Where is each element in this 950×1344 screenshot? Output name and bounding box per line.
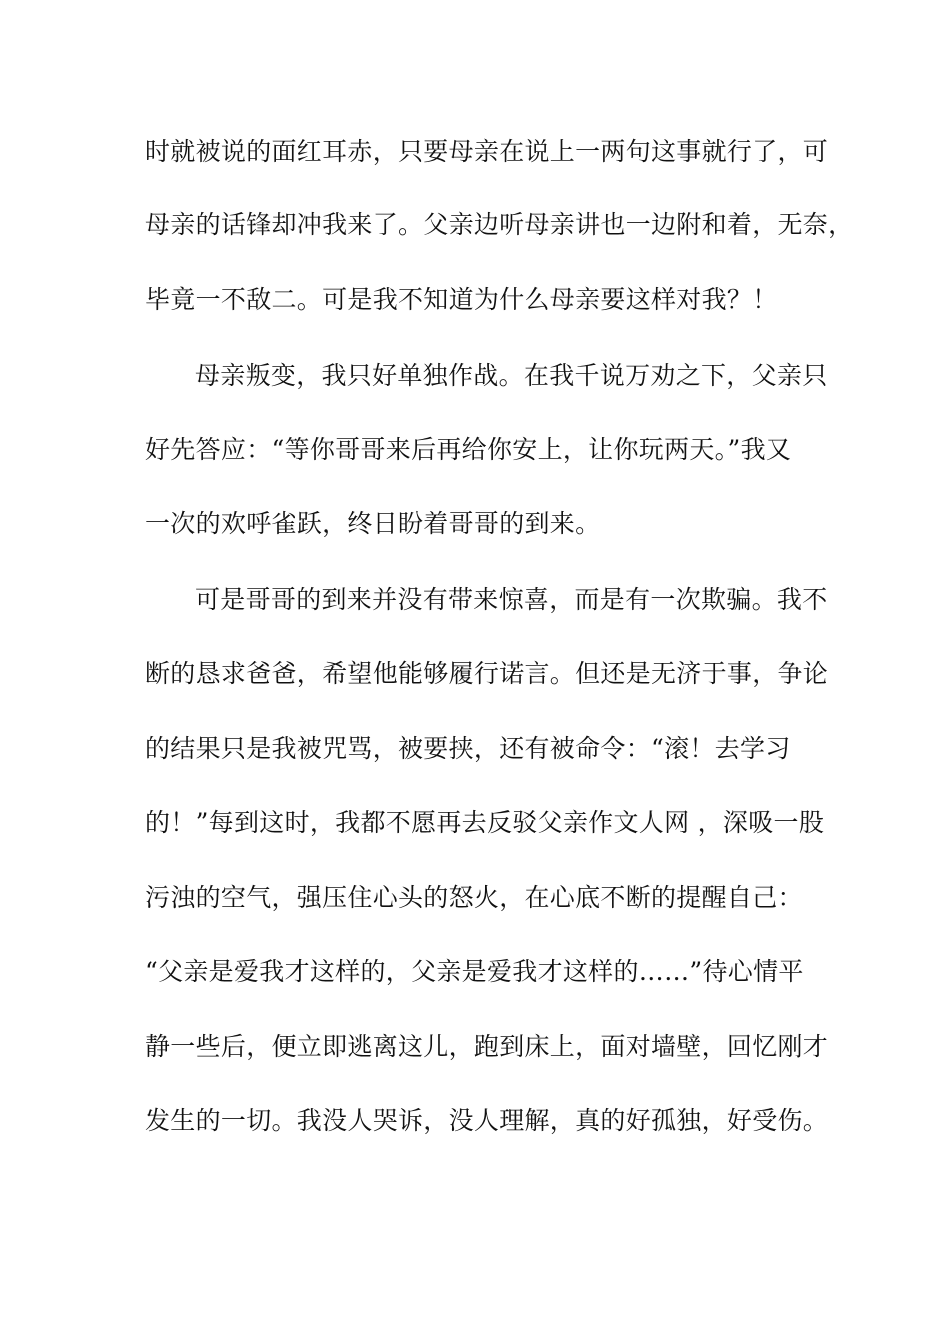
text-line: 断的恳求爸爸，希望他能够履行诺言。但还是无济于事，争论 [145,659,829,688]
paragraph-start-line: 母亲叛变，我只好单独作战。在我千说万劝之下，父亲只 [195,361,828,390]
text-line: 一次的欢呼雀跃，终日盼着哥哥的到来。 [145,509,601,538]
text-line: 静一些后，便立即逃离这儿，跑到床上，面对墙壁，回忆刚才 [145,1032,829,1061]
text-line: 污浊的空气，强压住心头的怒火，在心底不断的提醒自己： [145,883,803,912]
text-line: 好先答应：“等你哥哥来后再给你安上，让你玩两天。”我又 [145,435,792,464]
text-line: 时就被说的面红耳赤，只要母亲在说上一两句这事就行了，可 [145,137,829,166]
text-line: 毕竟一不敌二。可是我不知道为什么母亲要这样对我？！ [145,285,778,314]
paragraph-start-line: 可是哥哥的到来并没有带来惊喜，而是有一次欺骗。我不 [195,585,828,614]
text-line: “父亲是爱我才这样的，父亲是爱我才这样的……”待心情平 [145,957,804,986]
text-line: 的结果只是我被咒骂，被要挟，还有被命令：“滚！去学习 [145,734,791,763]
text-line: 的！”每到这时，我都不愿再去反驳父亲作文人网 ，深吸一股 [145,808,825,837]
text-line: 母亲的话锋却冲我来了。父亲边听母亲讲也一边附和着，无奈， [145,210,854,239]
text-line: 发生的一切。我没人哭诉，没人理解，真的好孤独，好受伤。 [145,1106,829,1135]
